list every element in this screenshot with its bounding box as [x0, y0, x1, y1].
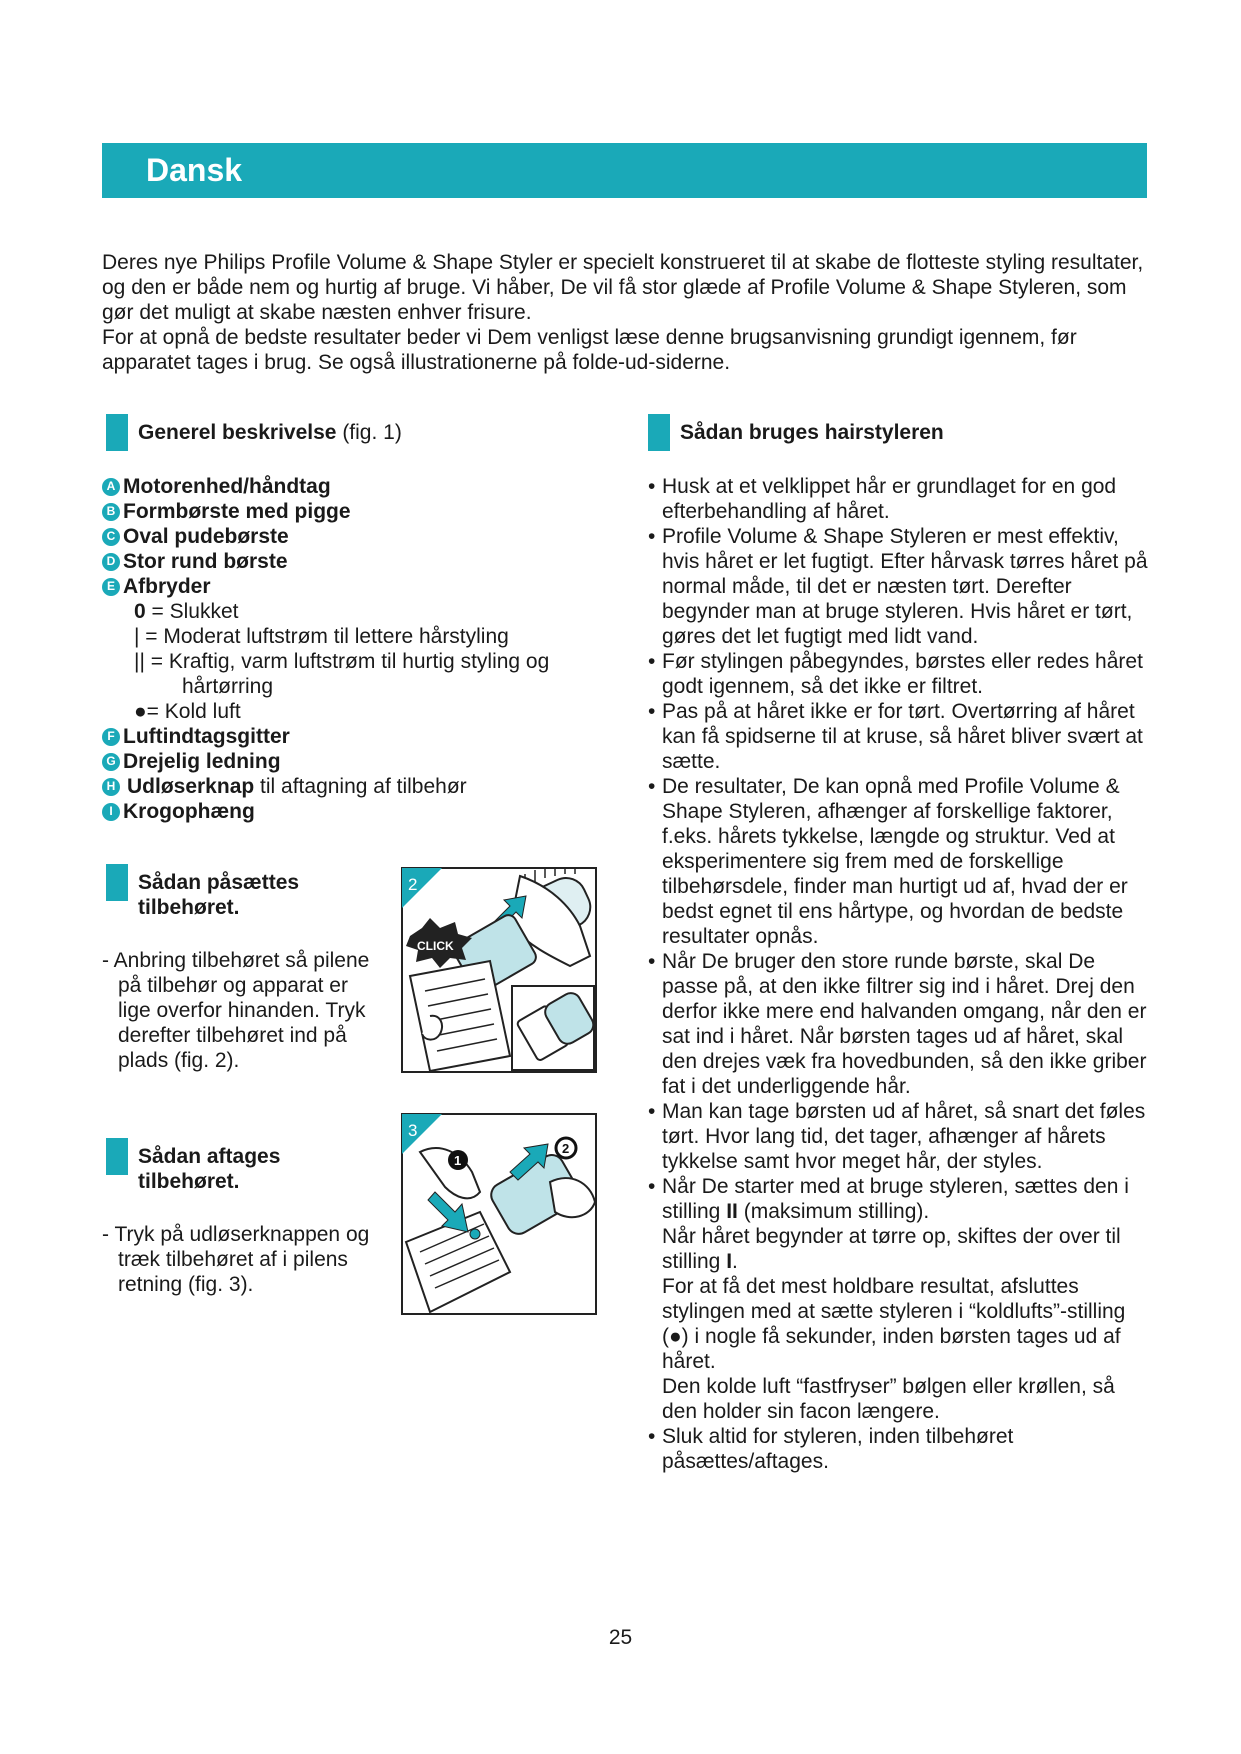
- part-label: Luftindtagsgitter: [123, 725, 290, 748]
- attach-heading: [106, 864, 299, 920]
- attach-instructions: [102, 948, 372, 1073]
- section-marker: [106, 864, 128, 901]
- settings-text-b2: .: [732, 1250, 738, 1273]
- parts-list: [102, 474, 662, 824]
- letter-badge-icon: E: [102, 578, 120, 596]
- figure-number: 2: [408, 875, 418, 894]
- switch-setting-strong: || = Kraftig, varm luftstrøm til hurtig styling og: [134, 650, 550, 673]
- part-label: Formbørste med pigge: [123, 500, 351, 523]
- attach-heading-line2: tilbehøret.: [138, 896, 240, 919]
- usage-heading: [648, 414, 944, 451]
- part-label: Drejelig ledning: [123, 750, 281, 773]
- usage-item: • Husk at et velklippet hår er grundlaget for en god efterbehandling af håret.: [648, 474, 1148, 524]
- general-description-heading: [106, 414, 402, 451]
- part-item: [102, 574, 662, 599]
- step-2-marker-icon: [556, 1138, 576, 1158]
- section-marker: [106, 414, 128, 451]
- part-item: [102, 474, 662, 499]
- usage-item-settings: [648, 1174, 1148, 1424]
- step-1-marker-icon: [448, 1150, 468, 1170]
- intro-text: [102, 250, 1147, 375]
- part-item: [102, 524, 662, 549]
- release-button-icon: [470, 1229, 480, 1239]
- usage-item: • Profile Volume & Shape Styleren er mest effektiv, hvis håret er let fugtigt. Efter hårvask tørres håret på normal måde, til det er næsten tørt. Derefter begynder man at bruge styleren. Hvis håret er tørt, gøres det let fugtigt med lidt vand.: [648, 524, 1148, 649]
- figure-number: 3: [408, 1121, 418, 1140]
- part-item: [102, 749, 662, 774]
- part-label: Oval pudebørste: [123, 525, 289, 548]
- part-label: Afbryder: [123, 575, 211, 598]
- usage-item: • Sluk altid for styleren, inden tilbehøret påsættes/aftages.: [648, 1424, 1148, 1474]
- letter-badge-icon: C: [102, 528, 120, 546]
- usage-list: [648, 474, 1148, 1474]
- usage-item: • Man kan tage børsten ud af håret, så snart det føles tørt. Hvor lang tid, det tager, afhænger af hårets tykkelse samt hvor meget hår, der styles.: [648, 1099, 1148, 1174]
- intro-paragraph-2: For at opnå de bedste resultater beder vi Dem venligst læse denne brugsanvisning grundigt igennem, før apparatet tages i brug. Se også illustrationerne på folde-ud-siderne.: [102, 326, 1077, 374]
- remove-heading-line2: tilbehøret.: [138, 1170, 240, 1193]
- settings-bold-max: II: [726, 1200, 738, 1223]
- letter-badge-icon: I: [102, 803, 120, 821]
- step-2-label: 2: [562, 1141, 570, 1156]
- part-label: Udløserknap: [127, 775, 255, 798]
- switch-setting-cold: ●= Kold luft: [134, 700, 241, 723]
- figure-3-drawing: [400, 1112, 600, 1318]
- letter-badge-icon: F: [102, 728, 120, 746]
- usage-item: • Pas på at håret ikke er for tørt. Overtørring af håret kan få spidserne til at kruse, så håret bliver svært at sætte.: [648, 699, 1148, 774]
- settings-bold-min: I: [726, 1250, 733, 1273]
- settings-text-a1: Når De starter med at bruge styleren, sættes den i stilling: [662, 1175, 1129, 1223]
- language-title: Dansk: [146, 152, 243, 188]
- switch-setting-strong-cont: hårtørring: [182, 675, 274, 698]
- intro-paragraph-1: Deres nye Philips Profile Volume & Shape Styler er specielt konstrueret til at skabe de flotteste styling resultater, og den er både nem og hurtig af bruge. Vi håber, De vil få stor glæde af Profile Volume & Shape Styleren, som gør det muligt at skabe næsten enhver frisure.: [102, 251, 1144, 324]
- inset-detail-icon: [512, 986, 597, 1070]
- part-label: Motorenhed/håndtag: [123, 475, 331, 498]
- attach-text: - Anbring tilbehøret så pilene på tilbehør og apparat er lige overfor hinanden. Tryk derefter tilbehøret ind på plads (fig. 2).: [102, 949, 370, 1072]
- switch-key: 0: [134, 600, 146, 623]
- letter-badge-icon: A: [102, 478, 120, 496]
- click-label: CLICK: [417, 939, 454, 953]
- section-marker: [648, 414, 670, 451]
- remove-instructions: [102, 1222, 372, 1297]
- usage-item: • Når De bruger den store runde børste, skal De passe på, at den ikke filtrer sig ind i håret. Drej den derfor ikke mere end halvanden omgang, når den er sat ind i håret. Når børsten tages ud af håret, skal den drejes væk fra hovedbunden, så den ikke griber fat i det underliggende hår.: [648, 949, 1148, 1099]
- letter-badge-icon: D: [102, 553, 120, 571]
- usage-heading-text: Sådan bruges hairstyleren: [680, 421, 944, 444]
- part-item: [102, 549, 662, 574]
- remove-heading-line1: Sådan aftages: [138, 1145, 281, 1168]
- switch-setting-text: = Slukket: [151, 600, 239, 623]
- part-label: Stor rund børste: [123, 550, 288, 573]
- switch-setting-off: [102, 599, 662, 624]
- remove-text: - Tryk på udløserknappen og træk tilbehøret af i pilens retning (fig. 3).: [102, 1223, 370, 1296]
- part-item: [102, 799, 662, 824]
- page-number: 25: [608, 1626, 633, 1649]
- step-1-label: 1: [454, 1153, 462, 1168]
- figure-2-attach-illustration: [400, 866, 600, 1076]
- settings-text-d: Den kolde luft “fastfryser” bølgen eller krøllen, så den holder sin facon længere.: [662, 1375, 1115, 1423]
- figure-2-drawing: [400, 866, 600, 1076]
- general-heading-text: Generel beskrivelse: [138, 421, 337, 444]
- settings-text-a2: (maksimum stilling).: [737, 1200, 930, 1223]
- part-item: [102, 774, 662, 799]
- part-item: [102, 499, 662, 524]
- language-banner: [102, 143, 1147, 198]
- attach-heading-line1: Sådan påsættes: [138, 871, 300, 894]
- part-item: [102, 724, 662, 749]
- letter-badge-icon: G: [102, 753, 120, 771]
- part-label: Krogophæng: [123, 800, 255, 823]
- settings-text-c: For at få det mest holdbare resultat, afsluttes stylingen med at sætte styleren i “koldlufts”-stilling (●) i nogle få sekunder, inden børsten tages ud af håret.: [662, 1275, 1126, 1373]
- general-heading-figref: (fig. 1): [342, 421, 402, 444]
- settings-line-b: [662, 1224, 1148, 1274]
- usage-item: • De resultater, De kan opnå med Profile Volume & Shape Styleren, afhænger af forskellige faktorer, f.eks. hårets tykkelse, længde og struktur. Ved at eksperimentere sig frem med de forskellige tilbehørsdele, finder man hurtigt ud af, hvad der er bedst egnet til ens hårtype, og hvordan de bedste resultater opnås.: [648, 774, 1148, 949]
- usage-item: • Før stylingen påbegyndes, børstes eller redes håret godt igennem, så det ikke er filtret.: [648, 649, 1148, 699]
- switch-setting-moderate: | = Moderat luftstrøm til lettere hårstyling: [134, 625, 509, 648]
- letter-badge-icon: H: [102, 778, 120, 796]
- settings-text-b1: Når håret begynder at tørre op, skiftes der over til stilling: [662, 1225, 1121, 1273]
- letter-badge-icon: B: [102, 503, 120, 521]
- section-marker: [106, 1138, 128, 1175]
- part-suffix: til aftagning af tilbehør: [260, 775, 467, 798]
- remove-heading: [106, 1138, 280, 1194]
- figure-3-remove-illustration: [400, 1112, 600, 1318]
